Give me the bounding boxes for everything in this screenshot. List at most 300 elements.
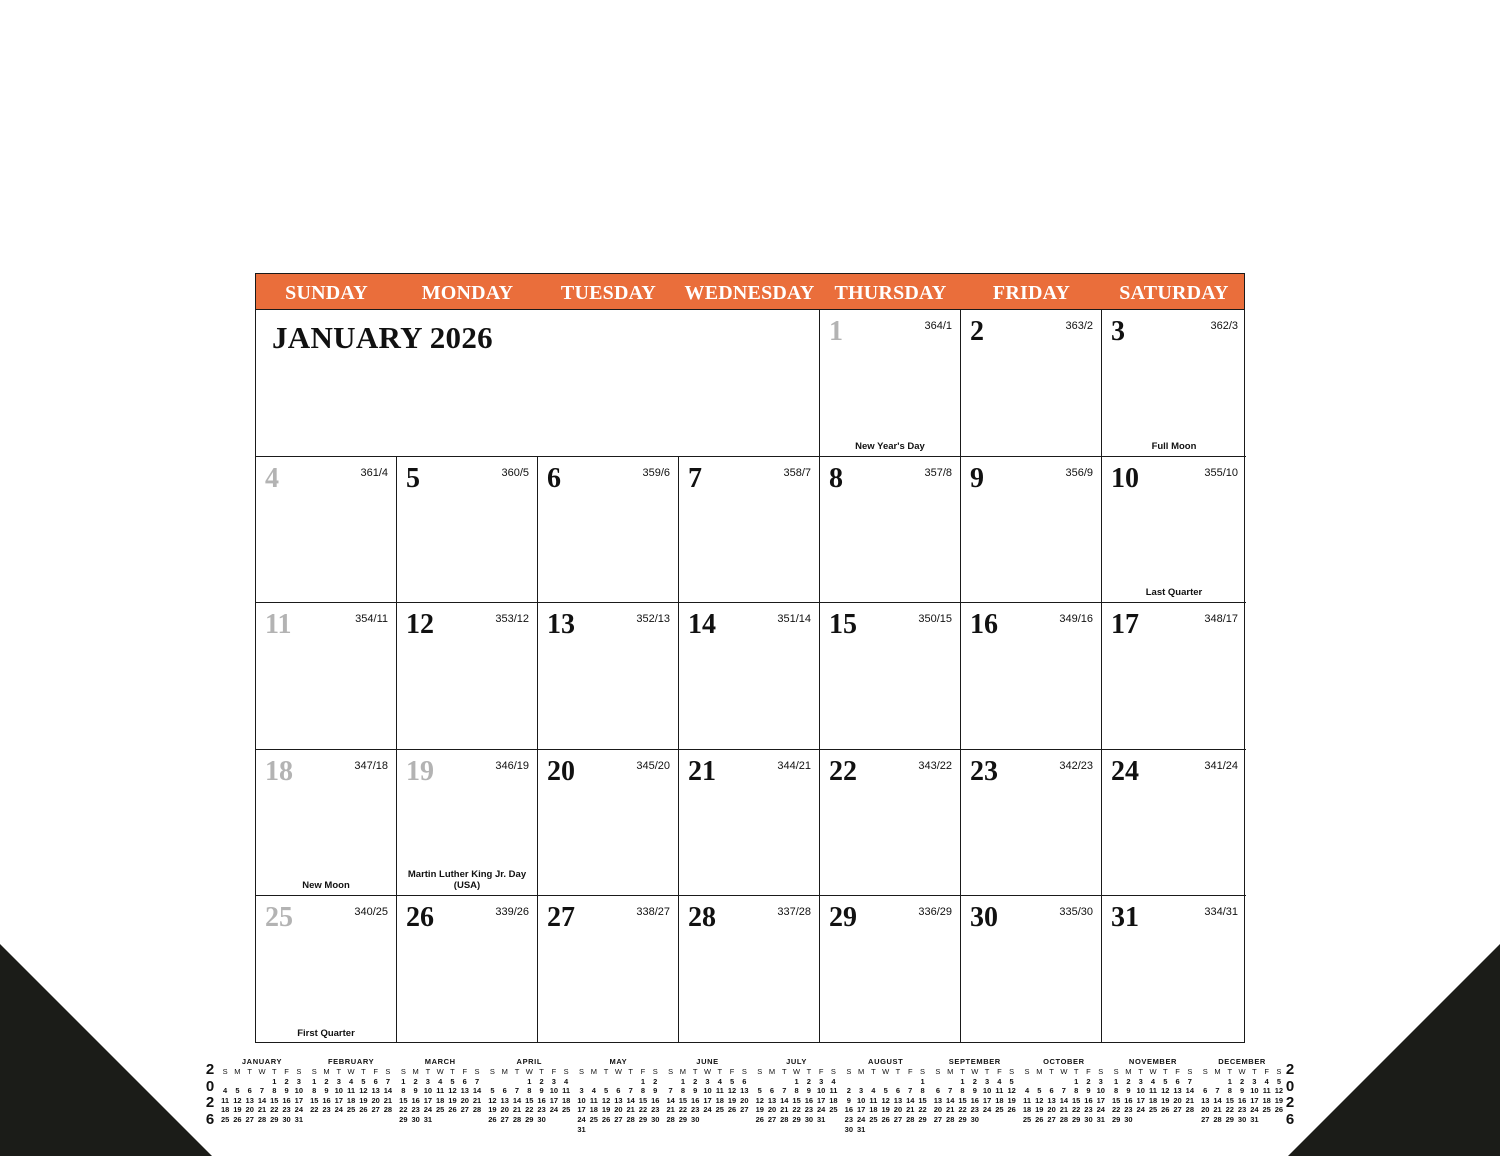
mini-day: 17	[577, 1105, 586, 1115]
year-digit: 2	[1285, 1094, 1295, 1111]
mini-day: 17	[549, 1095, 559, 1105]
mini-day: 4	[831, 1076, 836, 1086]
day-cell[interactable]	[679, 896, 820, 1043]
mini-blank	[855, 1077, 867, 1087]
mini-day: 19	[755, 1105, 764, 1115]
mini-day: 14	[906, 1095, 915, 1105]
mini-day: 24	[816, 1105, 826, 1115]
mini-day: 3	[1138, 1076, 1143, 1086]
mini-calendar-october	[1021, 1057, 1107, 1125]
mini-calendar-july	[754, 1057, 840, 1125]
day-cell[interactable]	[397, 896, 538, 1043]
mini-day: 23	[804, 1105, 814, 1115]
mini-weekday-letter: W	[793, 1067, 801, 1076]
mini-calendar-grid	[843, 1067, 929, 1134]
mini-day: 1	[401, 1076, 406, 1086]
mini-weekday-letter: F	[1264, 1067, 1269, 1076]
mini-day: 12	[359, 1086, 368, 1096]
mini-day: 21	[906, 1105, 915, 1115]
year-digit: 2	[1285, 1061, 1295, 1078]
mini-weekday-letter: F	[1175, 1067, 1180, 1076]
day-cell[interactable]	[397, 750, 538, 897]
mini-day: 18	[589, 1105, 598, 1115]
mini-weekday-letter: S	[563, 1067, 569, 1076]
mini-day: 7	[385, 1076, 391, 1086]
mini-day: 10	[577, 1095, 586, 1105]
day-cell[interactable]	[538, 750, 679, 897]
mini-day: 8	[401, 1086, 406, 1096]
mini-day: 28	[906, 1114, 915, 1124]
mini-day: 4	[1264, 1076, 1269, 1086]
mini-day: 30	[1124, 1114, 1133, 1124]
mini-day: 18	[995, 1095, 1004, 1105]
mini-day: 15	[638, 1095, 648, 1105]
mini-weekday-letter: M	[590, 1067, 597, 1076]
mini-weekday-letter: S	[1098, 1067, 1104, 1076]
day-cell[interactable]	[1102, 603, 1246, 750]
mini-calendar-title: MARCH	[424, 1057, 456, 1066]
mini-day: 27	[614, 1114, 623, 1124]
mini-weekday-letter: M	[1214, 1067, 1221, 1076]
mini-blank	[880, 1077, 892, 1087]
mini-day: 27	[371, 1105, 380, 1115]
day-cell[interactable]	[538, 603, 679, 750]
mini-day: 17	[703, 1095, 712, 1105]
day-number: 12	[406, 609, 434, 641]
mini-day: 20	[245, 1105, 254, 1115]
mini-calendar-title: DECEMBER	[1218, 1057, 1266, 1066]
month-title: JANUARY 2026	[272, 320, 493, 355]
mini-weekday-letter: M	[947, 1067, 954, 1076]
mini-day: 20	[767, 1105, 777, 1115]
mini-day: 5	[1009, 1076, 1014, 1086]
mini-weekday-letter: S	[311, 1067, 317, 1076]
mini-day: 30	[804, 1114, 814, 1124]
mini-day: 8	[920, 1086, 925, 1096]
day-cell[interactable]	[820, 896, 961, 1043]
mini-day: 2	[846, 1086, 851, 1096]
mini-day: 6	[616, 1086, 621, 1096]
mini-day: 13	[740, 1086, 749, 1096]
mini-day: 20	[933, 1105, 943, 1115]
mini-day: 24	[334, 1105, 343, 1115]
mini-day: 29	[1225, 1114, 1234, 1124]
day-number: 9	[970, 462, 984, 494]
mini-day: 7	[1061, 1086, 1066, 1096]
mini-weekday-letter: F	[284, 1067, 289, 1076]
mini-day: 28	[666, 1114, 675, 1124]
mini-blank	[778, 1077, 790, 1087]
day-cell[interactable]	[256, 896, 397, 1043]
mini-day: 8	[960, 1086, 965, 1096]
mini-weekday-letter: T	[1073, 1067, 1079, 1076]
day-cell[interactable]	[961, 750, 1102, 897]
day-ordinal: 340/25	[354, 906, 388, 919]
mini-day: 8	[1114, 1086, 1119, 1096]
mini-weekday-letter: S	[579, 1067, 585, 1076]
mini-day: 6	[1049, 1086, 1054, 1096]
mini-weekday-letter: S	[1202, 1067, 1208, 1076]
mini-weekday-letter: M	[323, 1067, 330, 1076]
mini-day: 15	[270, 1095, 279, 1105]
day-cell[interactable]	[256, 750, 397, 897]
mini-day: 22	[525, 1105, 534, 1115]
day-ordinal: 334/31	[1204, 906, 1238, 919]
mini-day: 29	[1072, 1114, 1081, 1124]
day-cell[interactable]	[1102, 457, 1246, 604]
mini-day: 14	[472, 1086, 482, 1096]
mini-day: 21	[626, 1105, 635, 1115]
mini-day: 11	[1149, 1086, 1157, 1096]
day-ordinal: 362/3	[1210, 320, 1238, 332]
day-cell[interactable]	[679, 603, 820, 750]
mini-calendar-title: JUNE	[696, 1057, 719, 1066]
mini-day: 19	[1161, 1095, 1170, 1105]
mini-day: 3	[819, 1076, 824, 1086]
mini-day: 22	[399, 1105, 408, 1115]
mini-weekday-letter: S	[1276, 1067, 1282, 1076]
mini-weekday-letter: W	[703, 1067, 712, 1076]
day-number: 31	[1111, 902, 1139, 934]
day-cell[interactable]	[679, 750, 820, 897]
day-number: 3	[1111, 316, 1125, 347]
mini-day: 19	[881, 1105, 890, 1115]
mini-day: 1	[640, 1076, 646, 1086]
mini-day: 17	[294, 1095, 304, 1105]
mini-calendar-title: NOVEMBER	[1128, 1057, 1178, 1066]
mini-day: 29	[678, 1114, 688, 1124]
mini-day: 11	[221, 1095, 230, 1105]
mini-day: 30	[282, 1114, 291, 1124]
mini-day: 20	[740, 1095, 749, 1105]
year-digit: 2	[205, 1061, 215, 1078]
day-cell[interactable]	[397, 457, 538, 604]
mini-day: 5	[729, 1076, 735, 1086]
mini-day: 17	[334, 1095, 343, 1105]
mini-day: 13	[1201, 1095, 1210, 1105]
day-number: 4	[265, 462, 279, 494]
mini-day: 3	[296, 1076, 301, 1086]
mini-day: 22	[1225, 1105, 1234, 1115]
mini-blank	[904, 1077, 916, 1087]
day-cell[interactable]	[256, 603, 397, 750]
mini-day: 2	[653, 1076, 658, 1086]
mini-day: 4	[717, 1076, 722, 1086]
mini-blank	[1199, 1077, 1211, 1087]
mini-day: 12	[755, 1095, 764, 1105]
mini-day: 19	[233, 1105, 242, 1115]
mini-weekday-letter: T	[247, 1067, 252, 1076]
day-ordinal: 359/6	[642, 466, 670, 479]
day-cell[interactable]	[820, 310, 961, 457]
mini-blank	[843, 1077, 855, 1087]
mini-day: 26	[601, 1114, 611, 1124]
mini-day: 11	[715, 1086, 724, 1096]
mini-day: 4	[997, 1076, 1002, 1086]
mini-day: 27	[767, 1114, 777, 1124]
mini-day: 4	[223, 1086, 228, 1096]
mini-weekday-letter: M	[501, 1067, 508, 1076]
mini-day: 2	[539, 1076, 544, 1086]
mini-day: 17	[1136, 1095, 1145, 1105]
day-ordinal: 364/1	[924, 320, 952, 332]
mini-day: 9	[806, 1086, 811, 1096]
mini-day: 8	[1227, 1086, 1232, 1096]
mini-day: 9	[413, 1086, 418, 1096]
mini-day: 26	[755, 1114, 764, 1124]
mini-blank	[867, 1077, 879, 1087]
mini-day: 27	[933, 1114, 943, 1124]
mini-calendar-may	[575, 1057, 661, 1134]
mini-day: 16	[1084, 1095, 1093, 1105]
day-number: 1	[829, 316, 843, 347]
mini-weekday-letter: F	[729, 1067, 735, 1076]
mini-weekday-letter: W	[1149, 1067, 1157, 1076]
day-cell[interactable]	[397, 603, 538, 750]
mini-day: 16	[970, 1095, 979, 1105]
mini-day: 25	[1262, 1105, 1271, 1115]
mini-day: 5	[757, 1086, 762, 1096]
mini-day: 21	[512, 1105, 522, 1115]
mini-day: 15	[958, 1095, 967, 1105]
day-ordinal: 349/16	[1059, 613, 1093, 626]
day-cell[interactable]	[679, 457, 820, 604]
mini-day: 24	[549, 1105, 559, 1115]
mini-weekday-letter: T	[628, 1067, 633, 1076]
day-number: 11	[265, 609, 292, 641]
mini-weekday-letter: S	[846, 1067, 852, 1076]
mini-day: 28	[780, 1114, 789, 1124]
mini-day: 24	[1096, 1105, 1105, 1115]
mini-weekday-letter: M	[234, 1067, 241, 1076]
mini-day: 11	[562, 1086, 571, 1096]
mini-day: 18	[869, 1105, 878, 1115]
mini-day: 2	[413, 1076, 418, 1086]
day-cell[interactable]	[1102, 896, 1246, 1043]
year-digit: 6	[1285, 1110, 1295, 1128]
mini-day: 23	[411, 1105, 420, 1115]
mini-day: 7	[908, 1086, 913, 1096]
day-cell[interactable]	[1102, 750, 1246, 897]
weekday-saturday: SATURDAY	[1119, 282, 1229, 304]
mini-weekday-letter: S	[1009, 1067, 1015, 1076]
mini-calendar-grid	[754, 1067, 840, 1125]
day-cell[interactable]	[538, 896, 679, 1043]
mini-day: 31	[423, 1114, 433, 1124]
day-cell[interactable]	[256, 457, 397, 604]
mini-day: 28	[383, 1105, 393, 1115]
mini-day: 19	[1274, 1095, 1284, 1105]
mini-weekday-letter: T	[425, 1067, 431, 1076]
mini-day: 8	[272, 1086, 277, 1096]
day-cell[interactable]	[961, 457, 1102, 604]
day-ordinal: 358/7	[783, 466, 811, 479]
mini-day: 22	[792, 1105, 801, 1115]
mini-day: 10	[1136, 1086, 1145, 1096]
mini-weekday-letter: T	[984, 1067, 990, 1076]
mini-weekday-letter: S	[935, 1067, 941, 1076]
day-ordinal: 338/27	[636, 906, 670, 919]
mini-day: 24	[294, 1105, 304, 1115]
day-ordinal: 339/26	[495, 906, 529, 919]
mini-day: 2	[324, 1076, 329, 1086]
mini-day: 31	[294, 1114, 304, 1124]
mini-day: 19	[1035, 1105, 1044, 1115]
mini-day: 7	[628, 1086, 633, 1096]
mini-calendar-grid	[575, 1067, 661, 1134]
mini-day: 27	[740, 1105, 749, 1115]
day-cell[interactable]	[538, 457, 679, 604]
mini-calendar-title: JULY	[786, 1057, 808, 1066]
mini-day: 24	[703, 1105, 712, 1115]
year-label-left	[203, 1062, 217, 1128]
mini-weekday-letter: T	[1049, 1067, 1054, 1076]
mini-day: 5	[1037, 1086, 1042, 1096]
day-ordinal: 360/5	[501, 466, 529, 479]
mini-weekday-letter: S	[741, 1067, 747, 1076]
mini-day: 25	[436, 1105, 445, 1115]
mini-day: 26	[881, 1114, 890, 1124]
mini-day: 20	[1173, 1095, 1182, 1105]
mini-weekday-letter: S	[296, 1067, 302, 1076]
mini-day: 11	[1023, 1095, 1031, 1105]
mini-day: 31	[1096, 1114, 1105, 1124]
mini-weekday-letter: F	[551, 1067, 557, 1076]
day-ordinal: 352/13	[636, 613, 670, 626]
mini-day: 22	[310, 1105, 319, 1115]
mini-day: 10	[982, 1086, 992, 1096]
mini-weekday-letter: S	[222, 1067, 228, 1076]
mini-weekday-letter: T	[271, 1067, 277, 1076]
mini-day: 12	[1161, 1086, 1170, 1096]
mini-weekday-letter: T	[1252, 1067, 1257, 1076]
mini-day: 13	[1047, 1095, 1056, 1105]
mini-day: 29	[792, 1114, 801, 1124]
mini-day: 6	[462, 1076, 467, 1086]
day-cell[interactable]	[961, 603, 1102, 750]
day-cell[interactable]	[820, 750, 961, 897]
mini-day: 21	[383, 1095, 393, 1105]
mini-day: 15	[1072, 1095, 1081, 1105]
mini-day: 15	[399, 1095, 408, 1105]
mini-calendar-grid	[665, 1067, 751, 1125]
mini-day: 12	[1035, 1095, 1044, 1105]
mini-weekday-letter: S	[830, 1067, 836, 1076]
mini-day: 11	[869, 1095, 878, 1105]
mini-day: 11	[995, 1086, 1004, 1096]
mini-day: 25	[869, 1114, 878, 1124]
corner-decoration-right	[1288, 944, 1500, 1156]
mini-day: 21	[946, 1105, 955, 1115]
mini-day: 13	[767, 1095, 777, 1105]
calendar-grid	[255, 310, 1245, 1043]
day-note: New Year's Day	[855, 440, 925, 452]
mini-day: 14	[666, 1095, 675, 1105]
day-ordinal: 344/21	[777, 759, 811, 772]
mini-day: 6	[895, 1086, 901, 1096]
mini-day: 11	[1262, 1086, 1271, 1096]
mini-weekday-letter: S	[920, 1067, 926, 1076]
day-ordinal: 353/12	[495, 613, 529, 626]
day-cell[interactable]	[820, 457, 961, 604]
mini-day: 27	[1201, 1114, 1210, 1124]
mini-day: 6	[373, 1076, 378, 1086]
mini-weekday-letter: S	[652, 1067, 658, 1076]
mini-weekday-letter: T	[514, 1067, 520, 1076]
mini-day: 3	[336, 1076, 341, 1086]
mini-day: 28	[1213, 1114, 1222, 1124]
mini-day: 24	[577, 1114, 586, 1124]
day-number: 17	[1111, 609, 1139, 641]
mini-day: 16	[322, 1095, 331, 1105]
mini-day: 10	[294, 1086, 304, 1096]
day-cell[interactable]	[961, 896, 1102, 1043]
year-digit: 0	[205, 1077, 215, 1095]
mini-day: 21	[1059, 1105, 1069, 1115]
mini-weekday-letter: M	[679, 1067, 687, 1076]
mini-day: 5	[490, 1086, 495, 1096]
mini-weekday-letter: T	[960, 1067, 965, 1076]
mini-weekday-letter: S	[1113, 1067, 1119, 1076]
mini-weekday-letter: S	[668, 1067, 674, 1076]
mini-day: 21	[780, 1105, 789, 1115]
mini-weekday-letter: W	[347, 1067, 355, 1076]
mini-day: 30	[411, 1114, 420, 1124]
mini-day: 9	[1126, 1086, 1131, 1096]
mini-day: 6	[935, 1086, 941, 1096]
mini-day: 5	[1163, 1076, 1168, 1086]
mini-blank	[766, 1077, 778, 1087]
mini-weekday-letter: F	[997, 1067, 1002, 1076]
mini-day: 12	[1007, 1086, 1016, 1096]
day-ordinal: 361/4	[360, 466, 388, 479]
day-number: 30	[970, 902, 998, 934]
mini-day: 5	[361, 1076, 366, 1086]
mini-day: 19	[1007, 1095, 1016, 1105]
mini-weekday-letter: S	[1187, 1067, 1193, 1076]
mini-weekday-letter: M	[1036, 1067, 1043, 1076]
mini-day: 3	[425, 1076, 430, 1086]
mini-day: 30	[651, 1114, 660, 1124]
mini-day: 28	[626, 1114, 635, 1124]
mini-day: 29	[918, 1114, 927, 1124]
mini-weekday-letter: M	[768, 1067, 776, 1076]
mini-day: 31	[816, 1114, 826, 1124]
day-cell[interactable]	[961, 310, 1102, 457]
mini-weekday-letter: T	[336, 1067, 342, 1076]
mini-calendar-grid	[308, 1067, 394, 1115]
mini-blank	[256, 1077, 268, 1087]
day-number: 28	[688, 902, 716, 934]
mini-day: 6	[502, 1086, 507, 1096]
mini-day: 7	[1187, 1076, 1192, 1086]
mini-day: 7	[259, 1086, 265, 1096]
mini-calendar-grid	[486, 1067, 572, 1125]
mini-day: 1	[527, 1076, 532, 1086]
mini-day: 2	[1240, 1076, 1245, 1086]
mini-day: 21	[1213, 1105, 1222, 1115]
mini-day: 1	[312, 1076, 317, 1086]
mini-day: 24	[982, 1105, 992, 1115]
day-number: 25	[265, 902, 293, 934]
day-cell[interactable]	[820, 603, 961, 750]
mini-day: 7	[668, 1086, 673, 1096]
mini-weekday-letter: T	[1227, 1067, 1233, 1076]
mini-day: 20	[460, 1095, 469, 1105]
mini-day: 9	[324, 1086, 329, 1096]
day-cell[interactable]	[1102, 310, 1246, 457]
mini-day: 15	[525, 1095, 534, 1105]
